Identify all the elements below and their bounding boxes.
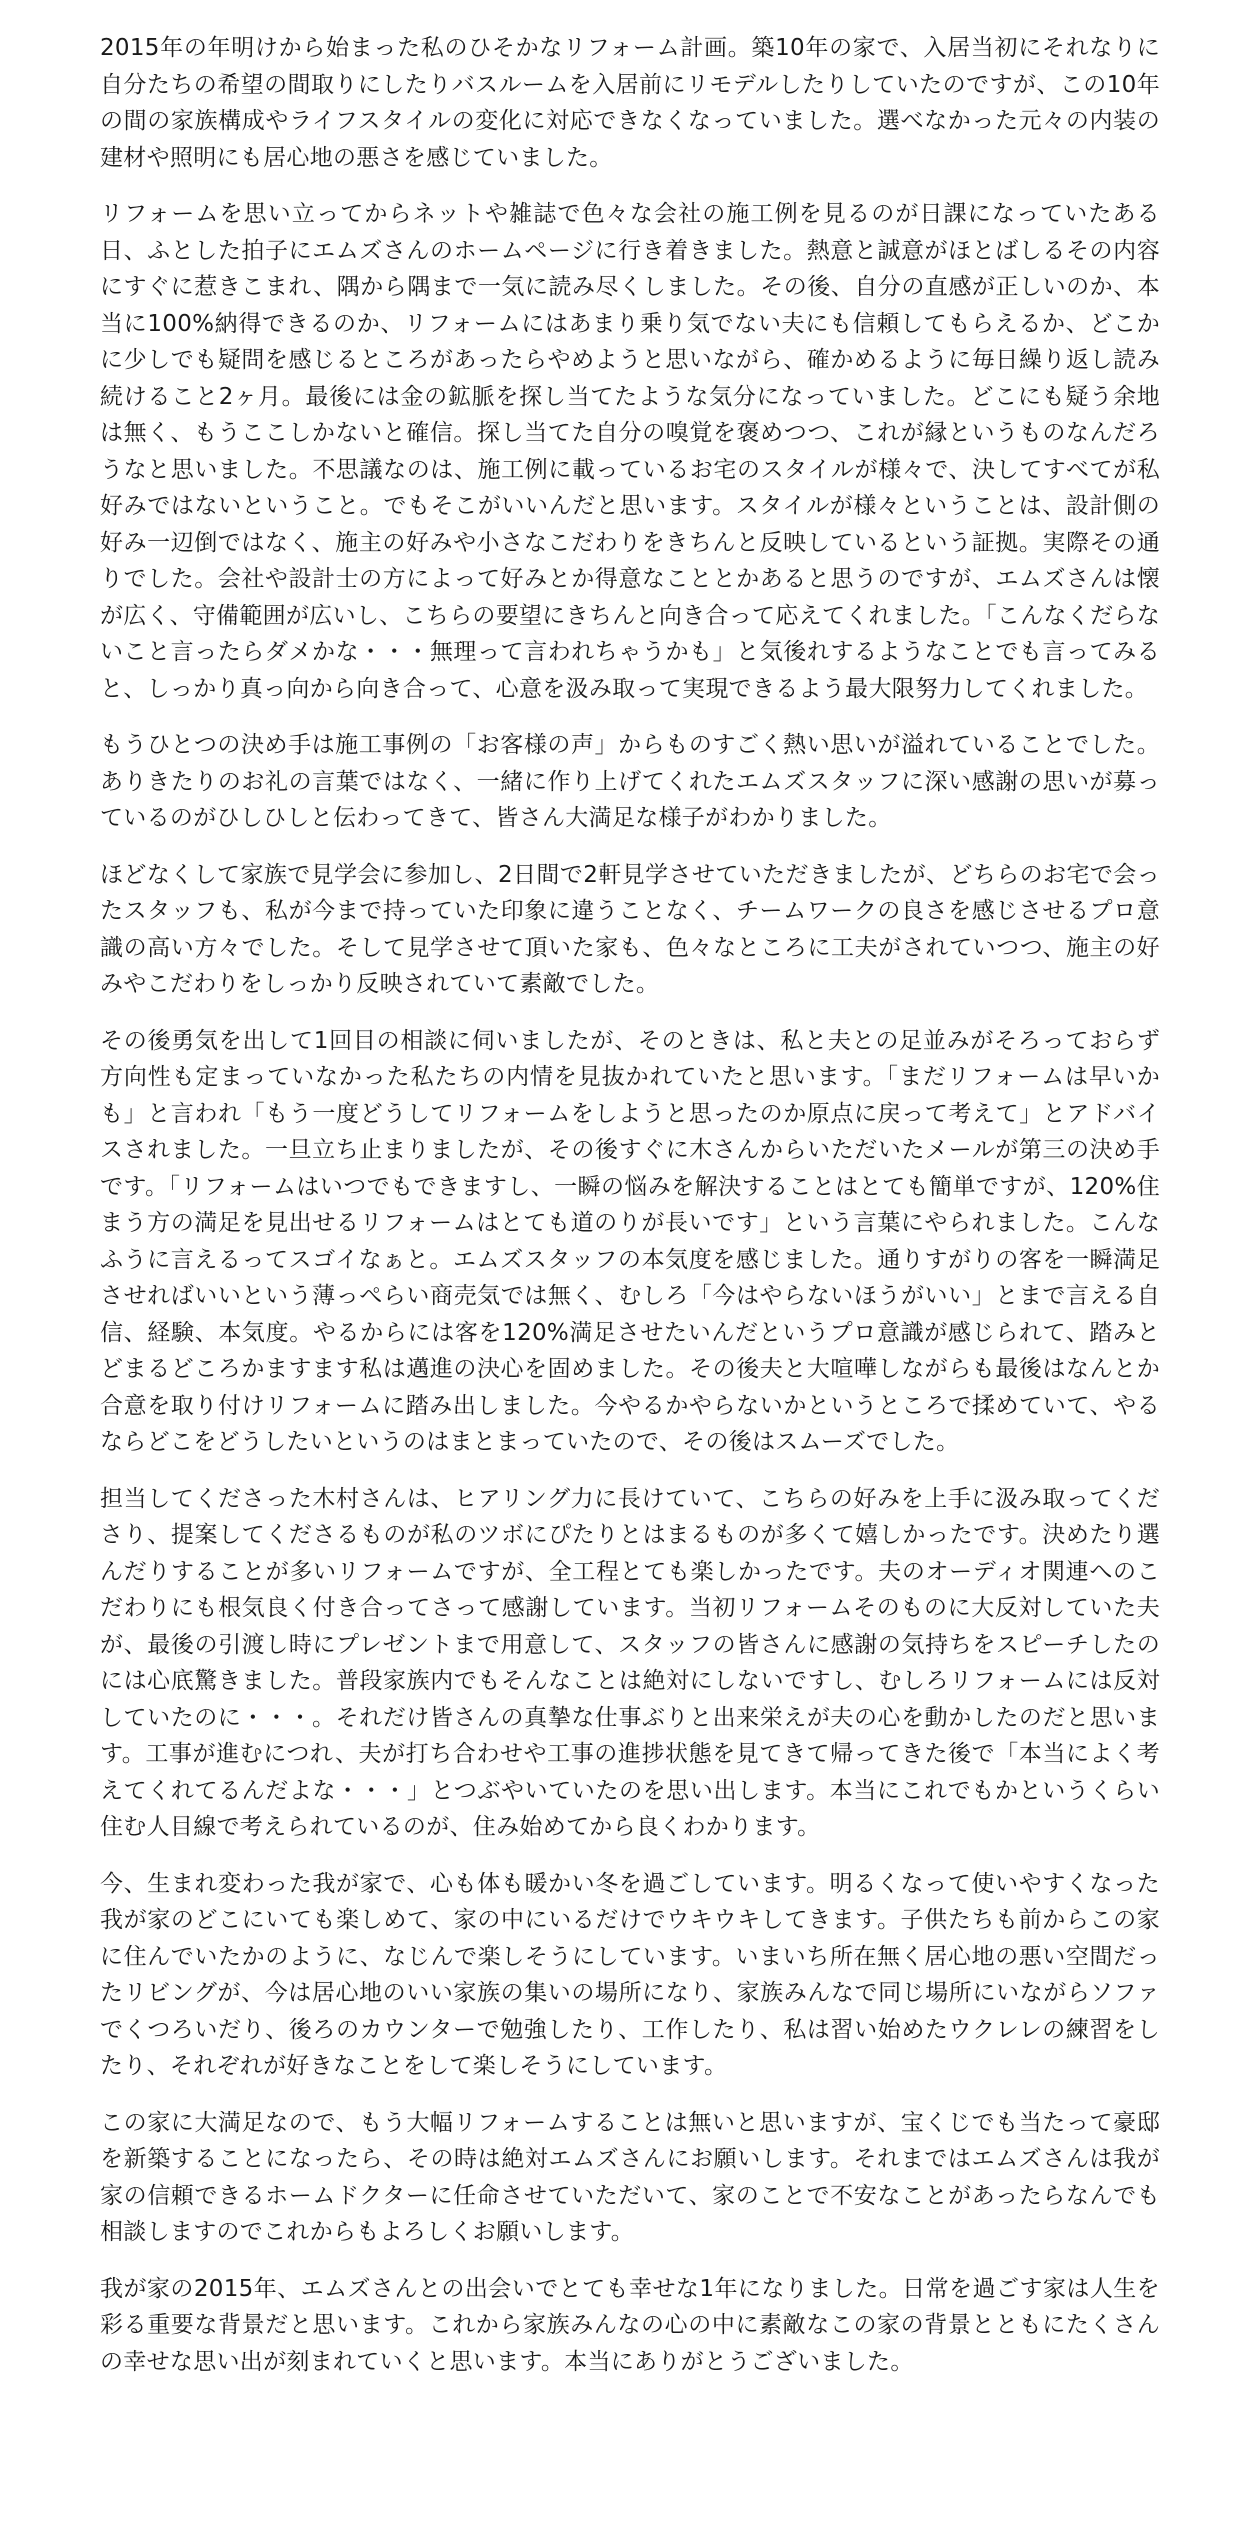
paragraph-4: ほどなくして家族で見学会に参加し、2日間で2軒見学させていただきましたが、どちらのお宅で会ったスタッフも、私が今まで持っていた印象に違うことなく、チームワークの良さを感じさせるプロ意識の高い方々でした。そして見学させて頂いた家も、色々なところに工夫がされていつつ、施主の好みやこだわりをしっかり反映されていて素敵でした。 [100,861,1160,997]
paragraph-9: 我が家の2015年、エムズさんとの出会いでとても幸せな1年になりました。日常を過ごす家は人生を彩る重要な背景だと思います。これから家族みんなの心の中に素敵なこの家の背景とともにたくさんの幸せな思い出が刻まれていくと思います。本当にありがとうございました。 [100,2275,1160,2375]
paragraph-5: その後勇気を出して1回目の相談に伺いましたが、そのときは、私と夫との足並みがそろっておらず方向性も定まっていなかった私たちの内情を見抜かれていたと思います。「まだリフォームは早いかも」と言われ「もう一度どうしてリフォームをしようと思ったのか原点に戻って考えて」とアドバイスされました。一旦立ち止まりましたが、その後すぐに木さんからいただいたメールが第三の決め手です。「リフォームはいつでもできますし、一瞬の悩みを解決することはとても簡単ですが、120%住まう方の満足を見出せるリフォームはとても道のりが長いです」という言葉にやられました。こんなふうに言えるってスゴイなぁと。エムズスタッフの本気度を感じました。通りすがりの客を一瞬満足させればいいという薄っぺらい商売気では無く、むしろ「今はやらないほうがいい」とまで言える自信、経験、本気度。やるからには客を120%満足させたいんだというプロ意識が感じられて、踏みとどまるどころかますます私は邁進の決心を固めました。その後夫と大喧嘩しながらも最後はなんとか合意を取り付けリフォームに踏み出しました。今やるかやらないかというところで揉めていて、やるならどこをどうしたいというのはまとまっていたので、その後はスムーズでした。 [100,1027,1161,1455]
paragraph-7: 今、生まれ変わった我が家で、心も体も暖かい冬を過ごしています。明るくなって使いやすくなった我が家のどこにいても楽しめて、家の中にいるだけでウキウキしてきます。子供たちも前からこの家に住んでいたかのように、なじんで楽しそうにしています。いまいち所在無く居心地の悪い空間だったリビングが、今は居心地のいい家族の集いの場所になり、家族みんなで同じ場所にいながらソファでくつろいだり、後ろのカウンターで勉強したり、工作したり、私は習い始めたウクレレの練習をしたり、それぞれが好きなことをして楽しそうにしています。 [100,1870,1160,2079]
paragraph-8: この家に大満足なので、もう大幅リフォームすることは無いと思いますが、宝くじでも当たって豪邸を新築することになったら、その時は絶対エムズさんにお願いします。それまではエムズさんは我が家の信頼できるホームドクターに任命させていただいて、家のことで不安なことがあったらなんでも相談しますのでこれからもよろしくお願いします。 [100,2109,1160,2245]
paragraph-3: もうひとつの決め手は施工事例の「お客様の声」からものすごく熱い思いが溢れていることでした。ありきたりのお礼の言葉ではなく、一緒に作り上げてくれたエムズスタッフに深い感謝の思いが募っているのがひしひしと伝わってきて、皆さん大満足な様子がわかりました。 [100,732,1160,831]
paragraph-1: 2015年の年明けから始まった私のひそかなリフォーム計画。築10年の家で、入居当初にそれなりに自分たちの希望の間取りにしたりバスルームを入居前にリモデルしたりしていたのですが、この10年の間の家族構成やライフスタイルの変化に対応できなくなっていました。選べなかった元々の内装の建材や照明にも居心地の悪さを感じていました。 [100,35,1160,171]
paragraph-2: リフォームを思い立ってからネットや雑誌で色々な会社の施工例を見るのが日課になっていたある日、ふとした拍子にエムズさんのホームページに行き着きました。熱意と誠意がほとばしるその内容にすぐに惹きこまれ、隅から隅まで一気に読み尽くしました。その後、自分の直感が正しいのか、本当に100%納得できるのか、リフォームにはあまり乗り気でない夫にも信頼してもらえるか、どこかに少しでも疑問を感じるところがあったらやめようと思いながら、確かめるように毎日繰り返し読み続けること2ヶ月。最後には金の鉱脈を探し当てたような気分になっていました。どこにも疑う余地は無く、もうここしかないと確信。探し当てた自分の嗅覚を褒めつつ、これが縁というものなんだろうなと思いました。不思議なのは、施工例に載っているお宅のスタイルが様々で、決してすべてが私好みではないということ。でもそこがいいんだと思います。スタイルが様々ということは、設計側の好み一辺倒ではなく、施主の好みや小さなこだわりをきちんと反映しているという証拠。実際その通りでした。会社や設計士の方によって好みとか得意なこととかあると思うのですが、エムズさんは懐が広く、守備範囲が広いし、こちらの要望にきちんと向き合って応えてくれました。「こんなくだらないこと言ったらダメかな・・・無理って言われちゃうかも」と気後れするようなことでも言ってみると、しっかり真っ向から向き合って、心意を汲み取って実現できるよう最大限努力してくれました。 [100,201,1160,702]
paragraph-6: 担当してくださった木村さんは、ヒアリング力に長けていて、こちらの好みを上手に汲み取ってくださり、提案してくださるものが私のツボにぴたりとはまるものが多くて嬉しかったです。決めたり選んだりすることが多いリフォームですが、全工程とても楽しかったです。夫のオーディオ関連へのこだわりにも根気良く付き合ってさって感謝しています。当初リフォームそのものに大反対していた夫が、最後の引渡し時にプレゼントまで用意して、スタッフの皆さんに感謝の気持ちをスピーチしたのには心底驚きました。普段家族内でもそんなことは絶対にしないですし、むしろリフォームには反対していたのに・・・。それだけ皆さんの真摯な仕事ぶりと出来栄えが夫の心を動かしたのだと思います。工事が進むにつれ、夫が打ち合わせや工事の進捗状態を見てきて帰ってきた後で「本当によく考えてくれてるんだよな・・・」とつぶやいていたのを思い出します。本当にこれでもかというくらい住む人目線で考えられているのが、住み始めてから良くわかります。 [100,1485,1160,1840]
letter-body [100,30,1160,2400]
